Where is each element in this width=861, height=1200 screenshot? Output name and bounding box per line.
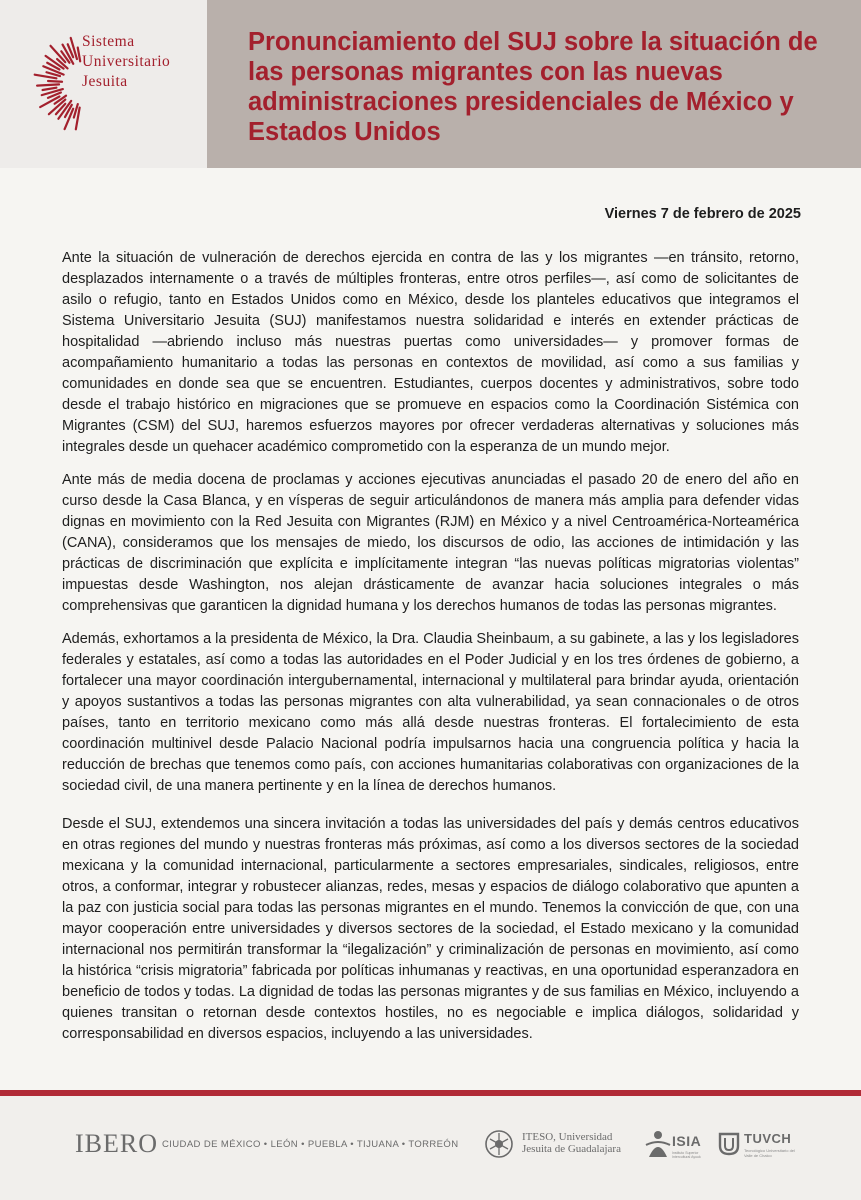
sun-ray xyxy=(78,48,80,62)
ibero-logo: IBERO xyxy=(75,1129,158,1158)
isia-figure-icon xyxy=(645,1129,671,1159)
ibero-campuses: CIUDAD DE MÉXICO • LEÓN • PUEBLA • TIJUANA • TORREÓN xyxy=(162,1139,459,1150)
logo-word-jesuita: Jesuita xyxy=(82,73,128,90)
paragraph-2: Ante más de media docena de proclamas y acciones ejecutivas anunciadas el pasado 20 de enero del año en curso desde la Casa Blanca, y en vísperas de seguir articulándonos de manera más amplia para defender vidas dignas en movimiento con la Red Jesuita con Migrantes (RJM) en México y a nivel Centroamérica-Norteamérica (CANA), consideramos que los mensajes de miedo, los discursos de odio, las acciones de intimidación y las prácticas de discriminación que explícita e implícitamente integran “las nuevas políticas migratorias violentas” impuestas desde Washington, nos alejan drásticamente de avanzar hacia soluciones integrales o más comprehensivas que garanticen la dignidad humana y los derechos humanos de todas las personas migrantes. xyxy=(62,472,799,614)
tuvch-subtitle: Tecnológico Universitario del Valle de Chalco xyxy=(744,1148,795,1158)
sun-ray xyxy=(43,88,57,90)
sun-ray xyxy=(48,81,62,82)
sun-rays-icon xyxy=(26,28,90,138)
iteso-line-1: ITESO, Universidad xyxy=(522,1131,613,1143)
tuvch-name: TUVCH xyxy=(744,1131,792,1146)
footer xyxy=(0,1096,861,1200)
suj-logo xyxy=(0,0,208,168)
page-title: Pronunciamiento del SUJ sobre la situación de las personas migrantes con las nuevas administraciones presidenciales de México y Estados Unidos xyxy=(248,28,818,146)
date-line: Viernes 7 de febrero de 2025 xyxy=(604,206,801,222)
logo-word-universitario: Universitario xyxy=(82,53,171,70)
isia-subtitle: Instituto Superior Intercultural Ayuuk xyxy=(672,1151,701,1159)
paragraph-4: Desde el SUJ, extendemos una sincera invitación a todas las universidades del país y demás centros educativos en otras regiones del mundo y nuestras fronteras más próximas, así como a los diversos sectores de la sociedad mexicana y la comunidad internacional, particularmente a sectores empresariales, sindicales, religiosos, entre otros, a conformar, integrar y robustecer alianzas, redes, mesas y espacios de diálogo colaborativo que apunten a la paz con justicia social para todas las personas migrantes en el mundo. Tenemos la convicción de que, con una mayor cooperación entre universidades y diversos sectores de la sociedad, el Estado mexicano y la comunidad internacional nos permitirán transformar la “ilegalización” y criminalización de personas en movimiento, así como la histórica “crisis migratoria” fabricada por políticas inhumanas y reactivas, en una oportunidad esperanzadora en beneficio de todos y todas. La dignidad de todas las personas migrantes y de sus familias en México, incluyendo a quienes transitan o retornan desde contextos hostiles, no es negociable e implica diálogos, solidaridad y corresponsabilidad en diversos espacios, incluyendo a las universidades. xyxy=(62,816,799,1042)
iteso-shield-icon xyxy=(484,1129,514,1159)
iteso-name xyxy=(522,1131,621,1155)
isia-name: ISIA xyxy=(672,1133,702,1149)
logo-word-sistema: Sistema xyxy=(82,33,135,50)
iteso-line-2: Jesuita de Guadalajara xyxy=(522,1143,621,1155)
tuvch-emblem-icon xyxy=(718,1132,740,1156)
title-banner xyxy=(207,0,861,168)
sun-ray xyxy=(37,84,59,85)
header xyxy=(0,0,861,168)
paragraph-1: Ante la situación de vulneración de derechos ejercida en contra de las y los migrantes —en tránsito, retorno, desplazados internamente o a través de múltiples fronteras, entre otros perfiles—, así como de solicitantes de asilo o refugio, tanto en Estados Unidos como en México, desde los planteles educativos que integramos el Sistema Universitario Jesuita (SUJ) manifestamos nuestra solidaridad e interés en extender prácticas de hospitalidad —abriendo incluso más nuestras puertas como universidades— y promover formas de acompañamiento humanitario a todas las personas en contextos de movilidad, así como a sus familias y comunidades en donde sea que se encuentren. Estudiantes, cuerpos docentes y administrativos, sobre todo desde el trabajo histórico en migraciones que se promueve en espacios como la Coordinación Sistémica con Migrantes (CSM) del SUJ, haremos esfuerzos mayores por ofrecer verdaderas alternativas y soluciones más integrales desde un quehacer académico comprometido con la esperanza de un mundo mejor. xyxy=(62,250,799,455)
paragraph-3: Además, exhortamos a la presidenta de México, la Dra. Claudia Sheinbaum, a su gabinete, a las y los legisladores federales y estatales, así como a todas las autoridades en el Poder Judicial y en los tres órdenes de gobierno, a fortalecer una mayor coordinación intergubernamental, internacional y multilateral para brindar ayuda, orientación y apoyos sustantivos a todas las personas migrantes con alta vulnerabilidad, ya sean connacionales o de otros países, tanto en territorio mexicano como más allá desde nuestras fronteras. El fortalecimiento de esta coordinación multinivel desde Palacio Nacional podría impulsarnos hacia una congruencia política y hacia la reducción de brechas que tenemos como país, con acciones humanitarias colaborativas con organizaciones de la sociedad civil, de una manera pertinente y en la línea de derechos humanos. xyxy=(62,631,799,794)
